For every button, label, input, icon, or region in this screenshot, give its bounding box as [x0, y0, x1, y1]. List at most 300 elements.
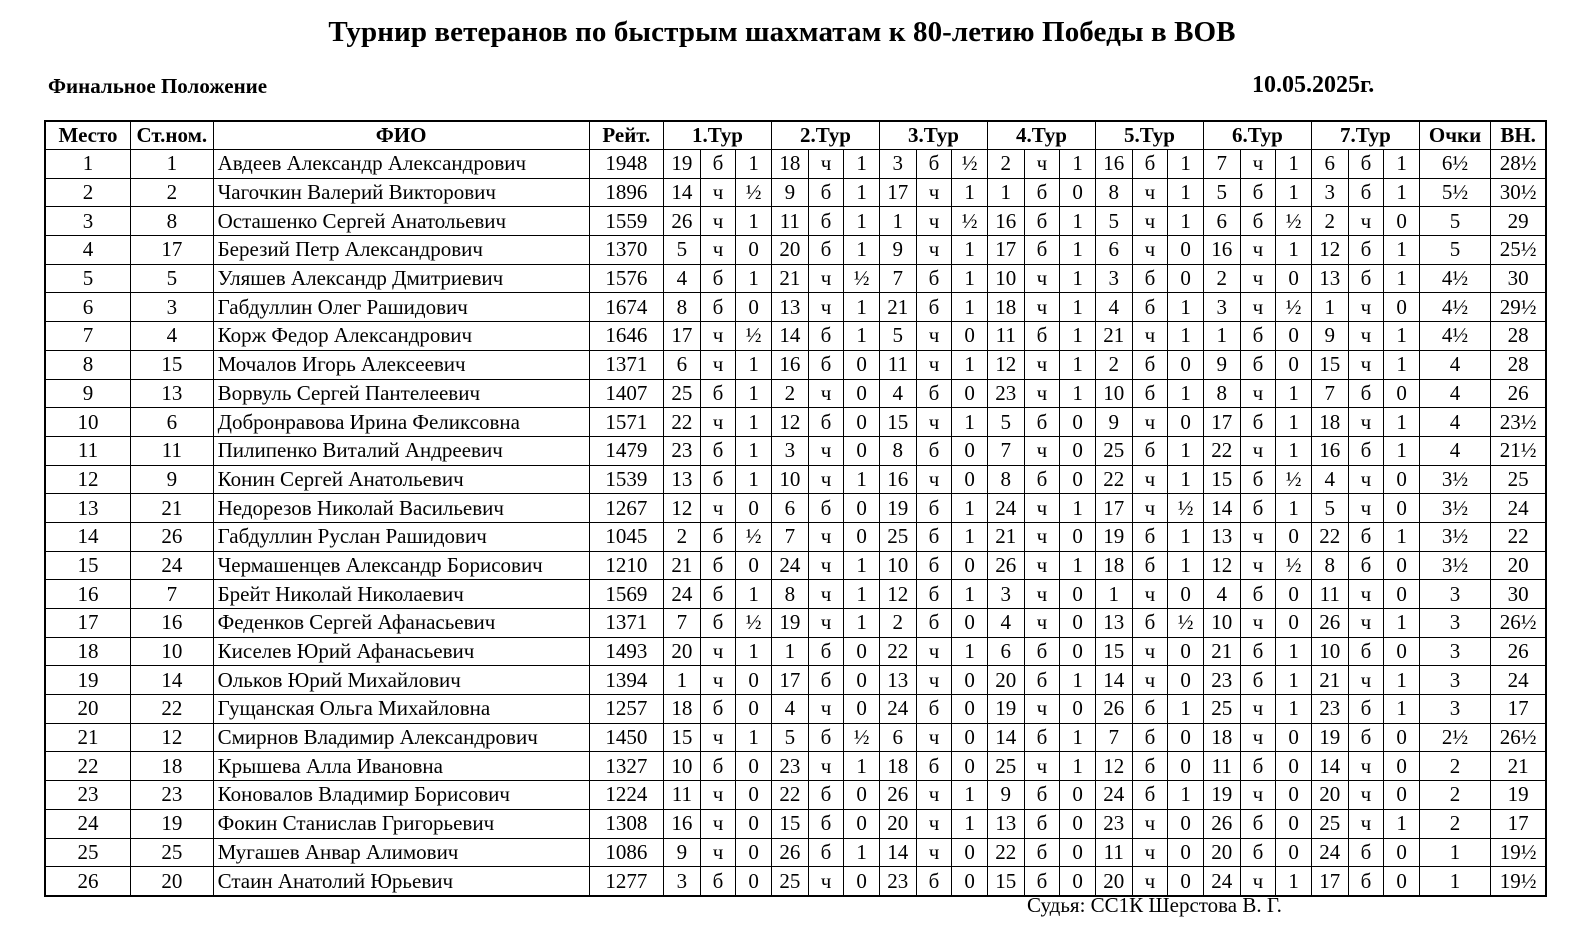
round-5-result-cell: 1 [1168, 207, 1204, 236]
round-2-opponent-cell: 23 [771, 752, 808, 781]
round-6-opponent-cell: 25 [1203, 695, 1240, 724]
round-1-result-cell: 0 [736, 809, 772, 838]
rating-cell: 1327 [589, 752, 663, 781]
round-3-result-cell: 0 [952, 465, 988, 494]
round-3-opponent-cell: 20 [879, 809, 916, 838]
round-1-opponent-cell: 18 [664, 695, 701, 724]
round-1-result-cell: 1 [736, 580, 772, 609]
round-5-opponent-cell: 4 [1095, 293, 1132, 322]
round-2-result-cell: 1 [844, 580, 880, 609]
round-5-result-cell: 0 [1168, 809, 1204, 838]
round-6-color-cell: ч [1240, 781, 1276, 810]
round-1-color-cell: ч [700, 666, 736, 695]
round-2-result-cell: 0 [844, 494, 880, 523]
place-cell: 9 [45, 379, 131, 408]
round-3-color-cell: ч [916, 207, 952, 236]
round-7-result-cell: 0 [1384, 838, 1420, 867]
round-5-opponent-cell: 7 [1095, 723, 1132, 752]
round-7-opponent-cell: 23 [1311, 695, 1348, 724]
round-3-result-cell: 1 [952, 264, 988, 293]
round-5-color-cell: б [1132, 350, 1168, 379]
start-number-cell: 14 [131, 666, 214, 695]
tiebreak-cell: 23½ [1491, 408, 1546, 437]
round-3-result-cell: 0 [952, 695, 988, 724]
round-4-opponent-cell: 15 [987, 867, 1024, 896]
round-6-color-cell: ч [1240, 522, 1276, 551]
round-2-result-cell: 1 [844, 551, 880, 580]
round-1-result-cell: 0 [736, 695, 772, 724]
start-number-cell: 21 [131, 494, 214, 523]
header-round-4: 4.Тур [987, 121, 1095, 150]
rating-cell: 1450 [589, 723, 663, 752]
place-cell: 16 [45, 580, 131, 609]
round-2-color-cell: ч [808, 867, 844, 896]
round-5-opponent-cell: 2 [1095, 350, 1132, 379]
round-3-opponent-cell: 26 [879, 781, 916, 810]
round-5-color-cell: ч [1132, 666, 1168, 695]
points-cell: 3½ [1419, 494, 1490, 523]
round-5-result-cell: 1 [1168, 322, 1204, 351]
round-2-result-cell: 1 [844, 207, 880, 236]
tiebreak-cell: 28½ [1491, 150, 1546, 179]
round-2-result-cell: 0 [844, 809, 880, 838]
round-2-color-cell: б [808, 408, 844, 437]
round-6-opponent-cell: 3 [1203, 293, 1240, 322]
start-number-cell: 23 [131, 781, 214, 810]
round-7-opponent-cell: 3 [1311, 178, 1348, 207]
points-cell: 4 [1419, 408, 1490, 437]
round-4-color-cell: б [1024, 781, 1060, 810]
round-1-color-cell: б [700, 150, 736, 179]
table-row [45, 551, 1546, 580]
round-2-result-cell: 0 [844, 350, 880, 379]
round-1-opponent-cell: 23 [664, 436, 701, 465]
round-6-color-cell: ч [1240, 150, 1276, 179]
round-5-color-cell: ч [1132, 465, 1168, 494]
place-cell: 15 [45, 551, 131, 580]
round-3-opponent-cell: 15 [879, 408, 916, 437]
round-6-opponent-cell: 9 [1203, 350, 1240, 379]
table-row [45, 867, 1546, 896]
table-row [45, 522, 1546, 551]
round-7-color-cell: б [1348, 436, 1384, 465]
place-cell: 19 [45, 666, 131, 695]
round-5-result-cell: 0 [1168, 408, 1204, 437]
round-1-color-cell: ч [700, 781, 736, 810]
round-6-color-cell: б [1240, 178, 1276, 207]
table-row [45, 723, 1546, 752]
tiebreak-cell: 17 [1491, 809, 1546, 838]
round-7-result-cell: 0 [1384, 551, 1420, 580]
tiebreak-cell: 25 [1491, 465, 1546, 494]
round-3-result-cell: ½ [952, 207, 988, 236]
round-1-opponent-cell: 17 [664, 322, 701, 351]
round-4-opponent-cell: 9 [987, 781, 1024, 810]
round-5-opponent-cell: 26 [1095, 695, 1132, 724]
place-cell: 4 [45, 236, 131, 265]
round-2-opponent-cell: 20 [771, 236, 808, 265]
round-2-result-cell: 0 [844, 695, 880, 724]
header-tiebreak: ВН. [1491, 121, 1546, 150]
round-2-result-cell: 0 [844, 408, 880, 437]
round-2-result-cell: ½ [844, 264, 880, 293]
round-3-color-cell: ч [916, 723, 952, 752]
player-name-cell: Киселев Юрий Афанасьевич [213, 637, 589, 666]
round-1-color-cell: б [700, 867, 736, 896]
header-points: Очки [1419, 121, 1490, 150]
round-2-color-cell: б [808, 838, 844, 867]
table-row [45, 408, 1546, 437]
round-2-opponent-cell: 19 [771, 609, 808, 638]
round-2-color-cell: ч [808, 551, 844, 580]
round-5-opponent-cell: 9 [1095, 408, 1132, 437]
round-4-color-cell: ч [1024, 752, 1060, 781]
round-6-result-cell: 0 [1276, 809, 1312, 838]
round-1-opponent-cell: 22 [664, 408, 701, 437]
round-7-result-cell: 0 [1384, 379, 1420, 408]
round-2-color-cell: ч [808, 580, 844, 609]
round-3-color-cell: ч [916, 350, 952, 379]
round-1-result-cell: 0 [736, 293, 772, 322]
tiebreak-cell: 28 [1491, 350, 1546, 379]
round-7-opponent-cell: 2 [1311, 207, 1348, 236]
player-name-cell: Березий Петр Александрович [213, 236, 589, 265]
round-7-opponent-cell: 19 [1311, 723, 1348, 752]
round-1-color-cell: б [700, 293, 736, 322]
round-3-opponent-cell: 13 [879, 666, 916, 695]
round-1-color-cell: б [700, 580, 736, 609]
round-3-color-cell: б [916, 436, 952, 465]
points-cell: 5 [1419, 207, 1490, 236]
round-7-opponent-cell: 4 [1311, 465, 1348, 494]
round-2-result-cell: 1 [844, 150, 880, 179]
round-4-opponent-cell: 1 [987, 178, 1024, 207]
rating-cell: 1948 [589, 150, 663, 179]
round-2-opponent-cell: 21 [771, 264, 808, 293]
round-3-opponent-cell: 23 [879, 867, 916, 896]
round-7-color-cell: ч [1348, 580, 1384, 609]
table-row [45, 150, 1546, 179]
round-7-result-cell: 1 [1384, 609, 1420, 638]
round-4-opponent-cell: 17 [987, 236, 1024, 265]
round-6-result-cell: 0 [1276, 522, 1312, 551]
round-2-opponent-cell: 11 [771, 207, 808, 236]
round-5-opponent-cell: 14 [1095, 666, 1132, 695]
round-4-opponent-cell: 11 [987, 322, 1024, 351]
table-row [45, 236, 1546, 265]
round-3-color-cell: б [916, 580, 952, 609]
round-7-result-cell: 0 [1384, 465, 1420, 494]
round-6-color-cell: б [1240, 408, 1276, 437]
round-6-color-cell: б [1240, 494, 1276, 523]
round-7-result-cell: 1 [1384, 322, 1420, 351]
place-cell: 20 [45, 695, 131, 724]
round-3-result-cell: 0 [952, 867, 988, 896]
round-2-color-cell: б [808, 494, 844, 523]
round-4-result-cell: 0 [1060, 838, 1096, 867]
round-6-opponent-cell: 13 [1203, 522, 1240, 551]
round-7-color-cell: б [1348, 178, 1384, 207]
round-6-color-cell: ч [1240, 236, 1276, 265]
round-1-result-cell: 0 [736, 781, 772, 810]
tiebreak-cell: 19½ [1491, 838, 1546, 867]
start-number-cell: 4 [131, 322, 214, 351]
round-2-color-cell: б [808, 322, 844, 351]
player-name-cell: Пилипенко Виталий Андреевич [213, 436, 589, 465]
round-4-result-cell: 1 [1060, 150, 1096, 179]
round-7-color-cell: б [1348, 522, 1384, 551]
player-name-cell: Габдуллин Олег Рашидович [213, 293, 589, 322]
tiebreak-cell: 19½ [1491, 867, 1546, 896]
tiebreak-cell: 20 [1491, 551, 1546, 580]
round-5-color-cell: ч [1132, 809, 1168, 838]
player-name-cell: Стаин Анатолий Юрьевич [213, 867, 589, 896]
round-6-result-cell: 1 [1276, 867, 1312, 896]
round-1-color-cell: ч [700, 494, 736, 523]
round-3-result-cell: 1 [952, 522, 988, 551]
round-5-result-cell: 1 [1168, 551, 1204, 580]
round-3-result-cell: 1 [952, 293, 988, 322]
round-1-result-cell: ½ [736, 178, 772, 207]
start-number-cell: 11 [131, 436, 214, 465]
round-4-result-cell: 0 [1060, 637, 1096, 666]
round-3-color-cell: б [916, 752, 952, 781]
round-2-result-cell: 1 [844, 609, 880, 638]
round-5-result-cell: 0 [1168, 752, 1204, 781]
round-4-color-cell: б [1024, 465, 1060, 494]
place-cell: 10 [45, 408, 131, 437]
table-row [45, 809, 1546, 838]
round-6-color-cell: б [1240, 207, 1276, 236]
round-7-opponent-cell: 24 [1311, 838, 1348, 867]
round-6-result-cell: ½ [1276, 293, 1312, 322]
round-4-opponent-cell: 10 [987, 264, 1024, 293]
round-2-result-cell: 0 [844, 867, 880, 896]
tiebreak-cell: 29½ [1491, 293, 1546, 322]
rating-cell: 1493 [589, 637, 663, 666]
round-3-result-cell: ½ [952, 150, 988, 179]
round-7-opponent-cell: 6 [1311, 150, 1348, 179]
round-3-opponent-cell: 22 [879, 637, 916, 666]
round-5-opponent-cell: 19 [1095, 522, 1132, 551]
start-number-cell: 15 [131, 350, 214, 379]
place-cell: 11 [45, 436, 131, 465]
round-3-opponent-cell: 10 [879, 551, 916, 580]
table-row [45, 609, 1546, 638]
round-6-result-cell: ½ [1276, 207, 1312, 236]
start-number-cell: 10 [131, 637, 214, 666]
round-3-opponent-cell: 25 [879, 522, 916, 551]
round-7-result-cell: 1 [1384, 408, 1420, 437]
round-6-opponent-cell: 23 [1203, 666, 1240, 695]
round-7-opponent-cell: 18 [1311, 408, 1348, 437]
round-1-result-cell: ½ [736, 609, 772, 638]
round-6-result-cell: 0 [1276, 838, 1312, 867]
table-row [45, 637, 1546, 666]
round-6-result-cell: 0 [1276, 264, 1312, 293]
table-row [45, 207, 1546, 236]
player-name-cell: Добронравова Ирина Феликсовна [213, 408, 589, 437]
round-4-result-cell: 0 [1060, 609, 1096, 638]
player-name-cell: Ольков Юрий Михайлович [213, 666, 589, 695]
round-1-result-cell: 1 [736, 436, 772, 465]
tiebreak-cell: 26 [1491, 637, 1546, 666]
round-5-color-cell: б [1132, 150, 1168, 179]
round-7-opponent-cell: 26 [1311, 609, 1348, 638]
round-2-color-cell: ч [808, 752, 844, 781]
player-name-cell: Смирнов Владимир Александрович [213, 723, 589, 752]
start-number-cell: 2 [131, 178, 214, 207]
round-3-result-cell: 0 [952, 322, 988, 351]
round-5-result-cell: 0 [1168, 580, 1204, 609]
round-1-color-cell: ч [700, 408, 736, 437]
points-cell: 3 [1419, 695, 1490, 724]
round-6-opponent-cell: 15 [1203, 465, 1240, 494]
round-4-color-cell: б [1024, 867, 1060, 896]
round-5-opponent-cell: 16 [1095, 150, 1132, 179]
round-7-color-cell: б [1348, 867, 1384, 896]
round-1-opponent-cell: 4 [664, 264, 701, 293]
rating-cell: 1569 [589, 580, 663, 609]
round-2-color-cell: ч [808, 150, 844, 179]
table-row [45, 350, 1546, 379]
rating-cell: 1571 [589, 408, 663, 437]
round-1-result-cell: 1 [736, 264, 772, 293]
round-2-result-cell: ½ [844, 723, 880, 752]
round-7-opponent-cell: 13 [1311, 264, 1348, 293]
round-1-opponent-cell: 2 [664, 522, 701, 551]
table-row [45, 580, 1546, 609]
round-4-opponent-cell: 21 [987, 522, 1024, 551]
round-3-color-cell: б [916, 264, 952, 293]
round-6-result-cell: 1 [1276, 666, 1312, 695]
round-1-color-cell: б [700, 379, 736, 408]
round-7-opponent-cell: 5 [1311, 494, 1348, 523]
round-2-color-cell: ч [808, 264, 844, 293]
start-number-cell: 16 [131, 609, 214, 638]
standings-body [45, 150, 1546, 896]
round-7-color-cell: б [1348, 695, 1384, 724]
round-7-color-cell: б [1348, 637, 1384, 666]
round-1-opponent-cell: 3 [664, 867, 701, 896]
points-cell: 4½ [1419, 322, 1490, 351]
round-3-opponent-cell: 18 [879, 752, 916, 781]
round-4-color-cell: ч [1024, 551, 1060, 580]
round-1-result-cell: 0 [736, 236, 772, 265]
tiebreak-cell: 30 [1491, 264, 1546, 293]
round-1-result-cell: 0 [736, 867, 772, 896]
document-date: 10.05.2025г. [1252, 72, 1375, 98]
round-7-result-cell: 0 [1384, 752, 1420, 781]
round-6-opponent-cell: 26 [1203, 809, 1240, 838]
round-6-color-cell: б [1240, 322, 1276, 351]
points-cell: 3½ [1419, 465, 1490, 494]
round-4-result-cell: 1 [1060, 293, 1096, 322]
start-number-cell: 19 [131, 809, 214, 838]
rating-cell: 1576 [589, 264, 663, 293]
round-7-color-cell: б [1348, 838, 1384, 867]
round-7-color-cell: ч [1348, 322, 1384, 351]
round-1-result-cell: 1 [736, 350, 772, 379]
round-1-opponent-cell: 21 [664, 551, 701, 580]
round-7-color-cell: ч [1348, 293, 1384, 322]
round-6-result-cell: 1 [1276, 436, 1312, 465]
round-6-opponent-cell: 11 [1203, 752, 1240, 781]
round-5-color-cell: ч [1132, 838, 1168, 867]
round-6-color-cell: ч [1240, 551, 1276, 580]
round-1-opponent-cell: 11 [664, 781, 701, 810]
round-2-opponent-cell: 7 [771, 522, 808, 551]
tiebreak-cell: 26½ [1491, 723, 1546, 752]
round-4-result-cell: 1 [1060, 494, 1096, 523]
round-4-opponent-cell: 4 [987, 609, 1024, 638]
round-6-color-cell: ч [1240, 379, 1276, 408]
round-5-color-cell: ч [1132, 236, 1168, 265]
round-4-color-cell: ч [1024, 150, 1060, 179]
round-3-opponent-cell: 6 [879, 723, 916, 752]
points-cell: 2 [1419, 809, 1490, 838]
round-1-color-cell: б [700, 609, 736, 638]
round-2-opponent-cell: 25 [771, 867, 808, 896]
round-1-result-cell: 1 [736, 637, 772, 666]
round-6-color-cell: ч [1240, 264, 1276, 293]
round-7-opponent-cell: 11 [1311, 580, 1348, 609]
round-3-color-cell: ч [916, 838, 952, 867]
judge-signature-line: Судья: СС1К Шерстова В. Г. [1027, 893, 1282, 917]
round-4-opponent-cell: 19 [987, 695, 1024, 724]
round-7-result-cell: 0 [1384, 207, 1420, 236]
round-4-result-cell: 0 [1060, 580, 1096, 609]
round-2-result-cell: 0 [844, 436, 880, 465]
round-6-color-cell: б [1240, 580, 1276, 609]
round-2-opponent-cell: 17 [771, 666, 808, 695]
round-6-color-cell: б [1240, 350, 1276, 379]
start-number-cell: 18 [131, 752, 214, 781]
round-2-opponent-cell: 8 [771, 580, 808, 609]
round-6-result-cell: ½ [1276, 465, 1312, 494]
round-3-result-cell: 1 [952, 809, 988, 838]
round-7-result-cell: 0 [1384, 723, 1420, 752]
start-number-cell: 6 [131, 408, 214, 437]
round-7-result-cell: 0 [1384, 867, 1420, 896]
round-4-result-cell: 0 [1060, 867, 1096, 896]
round-2-result-cell: 1 [844, 465, 880, 494]
table-row [45, 838, 1546, 867]
round-1-result-cell: 1 [736, 408, 772, 437]
round-5-opponent-cell: 23 [1095, 809, 1132, 838]
round-3-result-cell: 0 [952, 752, 988, 781]
points-cell: 2 [1419, 781, 1490, 810]
place-cell: 5 [45, 264, 131, 293]
round-2-result-cell: 0 [844, 522, 880, 551]
points-cell: 2½ [1419, 723, 1490, 752]
round-3-opponent-cell: 1 [879, 207, 916, 236]
round-4-color-cell: б [1024, 236, 1060, 265]
round-6-result-cell: ½ [1276, 551, 1312, 580]
round-3-color-cell: ч [916, 322, 952, 351]
round-7-color-cell: б [1348, 551, 1384, 580]
round-5-opponent-cell: 20 [1095, 867, 1132, 896]
round-6-result-cell: 0 [1276, 322, 1312, 351]
tiebreak-cell: 21 [1491, 752, 1546, 781]
rating-cell: 1086 [589, 838, 663, 867]
points-cell: 3 [1419, 637, 1490, 666]
round-6-opponent-cell: 24 [1203, 867, 1240, 896]
place-cell: 24 [45, 809, 131, 838]
header-round-6: 6.Тур [1203, 121, 1311, 150]
round-2-opponent-cell: 24 [771, 551, 808, 580]
round-1-result-cell: 1 [736, 379, 772, 408]
